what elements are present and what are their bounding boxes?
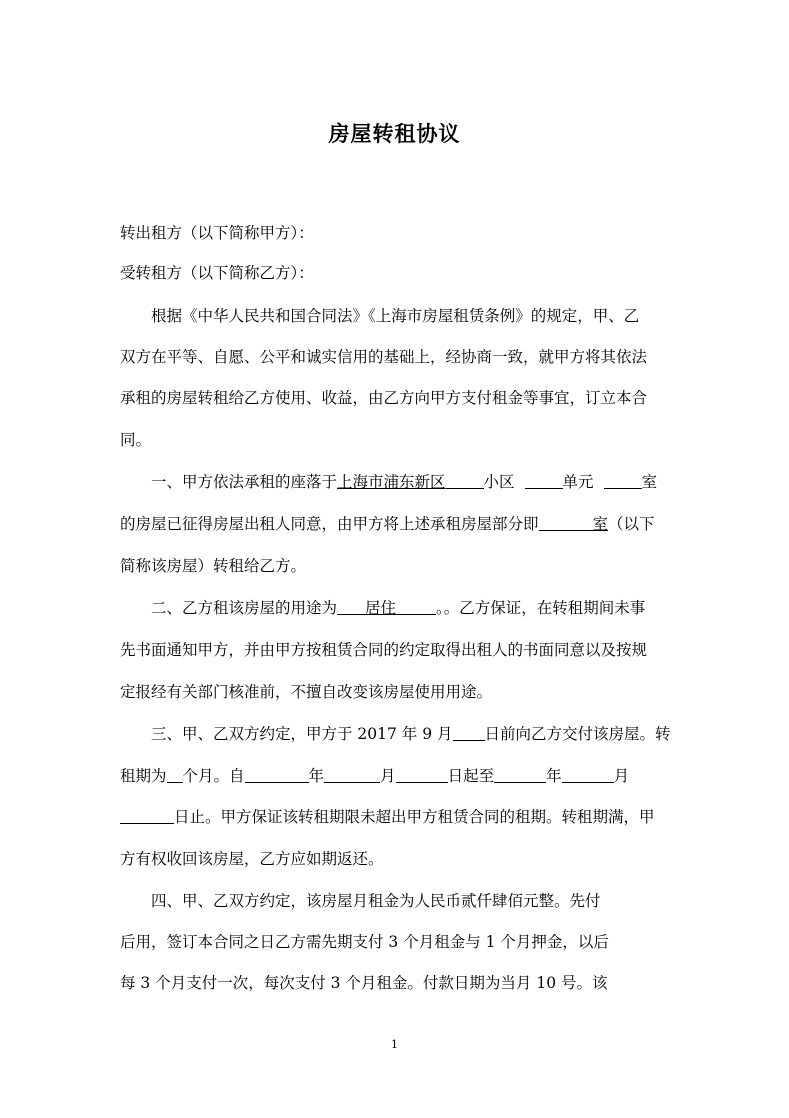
blank-field: [396, 599, 436, 615]
intro-line-2: 双方在平等、自愿、公平和诚实信用的基础上，经协商一致，就甲方将其依法: [120, 348, 648, 366]
clause-3-text: 月: [613, 767, 630, 785]
clause-3-text: 日前向乙方交付该房屋。转: [484, 725, 671, 743]
location-field: 上海市浦东新区: [337, 473, 446, 491]
clause-4-line-1: 四、甲、乙双方约定，该房屋月租金为人民币贰仟肆佰元整。先付: [151, 892, 601, 910]
blank-field: [539, 515, 593, 531]
clause-1-text: （以下: [608, 515, 655, 533]
clause-1-text: 室: [592, 515, 609, 533]
intro-line-3: 承租的房屋转租给乙方使用、收益，由乙方向甲方支付租金等事宜，订立本合: [120, 389, 648, 407]
clause-3-text: 日起至: [447, 767, 495, 785]
clause-3-text: 个月。自: [182, 767, 245, 785]
blank-field: [525, 473, 563, 489]
clause-3-text: 日止。甲方保证该转租期限未超出甲方租赁合同的租期。转租期满，甲: [174, 808, 655, 826]
clause-3-text: 年: [546, 767, 562, 785]
clause-1-line-1: [151, 471, 657, 493]
blank-field: [245, 767, 309, 783]
clause-4-line-2: 后用，签订本合同之日乙方需先期支付 3 个月租金与 1 个月押金，以后: [120, 933, 609, 951]
clause-1-text: 的房屋已征得房屋出租人同意，由甲方将上述承租房屋部分即: [120, 515, 539, 533]
clause-3-line-3: [120, 806, 655, 828]
clause-1-line-3: 简称该房屋）转租给乙方。: [120, 557, 307, 575]
clause-1-text: 一、甲方依法承租的座落于: [151, 473, 338, 491]
clause-1-text: 单元: [562, 473, 594, 491]
clause-2-line-2: 先书面通知甲方，并由甲方按租赁合同的约定取得出租人的书面同意以及按规: [120, 641, 648, 659]
purpose-field: 居住: [365, 599, 397, 617]
lessee-label: 受转租方（以下简称乙方）：: [120, 264, 314, 282]
blank-field: [446, 473, 484, 489]
clause-4-line-3: 每 3 个月支付一次，每次支付 3 个月租金。付款日期为当月 10 号。该: [120, 974, 608, 992]
clause-2-text: 二、乙方租该房屋的用途为: [151, 599, 338, 617]
lessor-label: 转出租方（以下简称甲方）：: [120, 224, 314, 242]
blank-field: [453, 725, 485, 741]
clause-1-text: 室: [641, 473, 658, 491]
blank-field: [494, 767, 546, 783]
blank-field: [120, 808, 174, 824]
clause-1-line-2: [120, 513, 655, 535]
clause-3-line-4: 方有权收回该房屋，乙方应如期返还。: [120, 850, 384, 868]
clause-3-text: 租期为: [120, 767, 167, 785]
clause-3-line-2: [120, 765, 629, 787]
clause-3-text: 月: [380, 767, 396, 785]
clause-3-line-1: [151, 723, 671, 745]
blank-field: [604, 473, 642, 489]
clause-3-text: 年: [308, 767, 325, 785]
clause-2-text: 。乙方保证，在转租期间未事: [443, 599, 646, 617]
intro-line-4: 同。: [120, 431, 152, 449]
blank-field: [337, 599, 365, 615]
clause-2-line-3: 定报经有关部门核准前，不擅自改变该房屋使用用途。: [120, 683, 493, 701]
blank-field: [396, 767, 448, 783]
clause-1-text: 小区: [483, 473, 515, 491]
blank-field: [324, 767, 380, 783]
clause-2-line-1: 二、乙方租该房屋的用途为 居住 。。乙方保证，在转租期间未事: [151, 599, 646, 617]
clause-3-text: 三、甲、乙双方约定，甲方于 2017 年 9 月: [151, 725, 453, 743]
page-number: 1: [391, 1038, 398, 1051]
intro-line-1: 根据《中华人民共和国合同法》《上海市房屋租赁条例》的规定，甲、乙: [151, 307, 640, 325]
page-title: 房屋转租协议: [328, 121, 461, 146]
blank-field: [562, 767, 614, 783]
blank-field: [167, 767, 183, 783]
